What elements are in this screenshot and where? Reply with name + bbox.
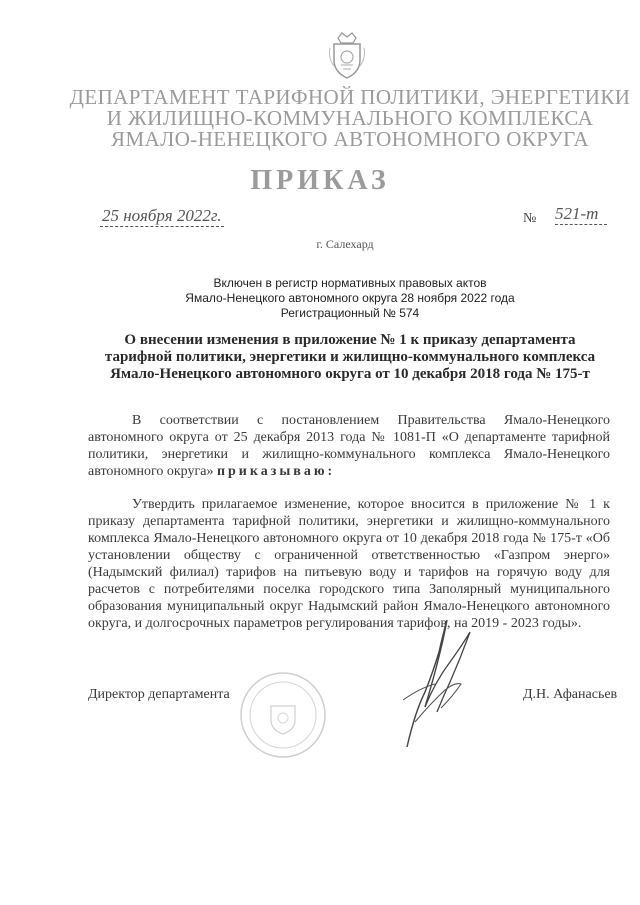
subject-line3: Ямало-Ненецкого автономного округа от 10 декабря 2018 года № 175-т	[110, 366, 590, 382]
department-name-line3: ЯМАЛО-НЕНЕЦКОГО АВТОНОМНОГО ОКРУГА	[111, 127, 589, 151]
signer-name: Д.Н. Афанасьев	[523, 687, 618, 702]
order-number: 521-т	[555, 204, 607, 225]
department-name-line2: И ЖИЛИЩНО-КОММУНАЛЬНОГО КОМПЛЕКСА	[106, 106, 594, 130]
order-subject	[90, 332, 610, 383]
registry-line2: Ямало-Ненецкого автономного округа 28 ноября 2022 года	[185, 291, 515, 305]
order-title: ПРИКАЗ	[250, 165, 390, 196]
subject-line1: О внесении изменения в приложение № 1 к приказу департамента	[124, 332, 576, 348]
coat-of-arms-icon	[326, 30, 368, 80]
paragraph1-text: В соответствии с постановлением Правительства Ямало-Ненецкого автономного округа от 25 декабря 2013 года № 1081-П «О департаменте тарифной политики, энергетики и жилищно-коммунального комплекса Ямало-Ненецкого автономного округа»	[88, 413, 610, 479]
registry-note	[150, 276, 550, 321]
order-number-label: №	[523, 211, 537, 226]
order-date: 25 ноября 2022г.	[102, 206, 222, 225]
registry-line3: Регистрационный № 574	[280, 306, 420, 320]
department-name-line1: ДЕПАРТАМЕНТ ТАРИФНОЙ ПОЛИТИКИ, ЭНЕРГЕТИКИ	[69, 85, 631, 109]
order-command: приказываю:	[216, 464, 336, 479]
body-paragraph-2: Утвердить прилагаемое изменение, которое вносится в приложение № 1 к приказу департамента тарифной политики, энергетики и жилищно-коммунального комплекса Ямало-Ненецкого автономного округа от 10 декабря 2018 года № 175-т «Об установлении обществу с ограниченной ответственностью «Газпром энерго» (Надымский филиал) тарифов на питьевую воду и тарифов на горячую воду для расчетов с потребителями поселка городского типа Заполярный муниципального образования муниципальный округ Надымский район Ямало-Ненецкого автономного округа, и долгосрочных параметров регулирования тарифов, на 2019 - 2023 годы».	[88, 497, 610, 631]
official-seal-icon	[238, 670, 328, 760]
handwritten-signature-icon	[395, 612, 480, 752]
body-paragraph-1	[88, 412, 610, 480]
subject-line2: тарифной политики, энергетики и жилищно-коммунального комплекса	[104, 349, 596, 365]
registry-line1: Включен в регистр нормативных правовых актов	[213, 276, 487, 290]
signer-position: Директор департамента	[88, 687, 230, 702]
city: г. Салехард	[316, 237, 374, 251]
